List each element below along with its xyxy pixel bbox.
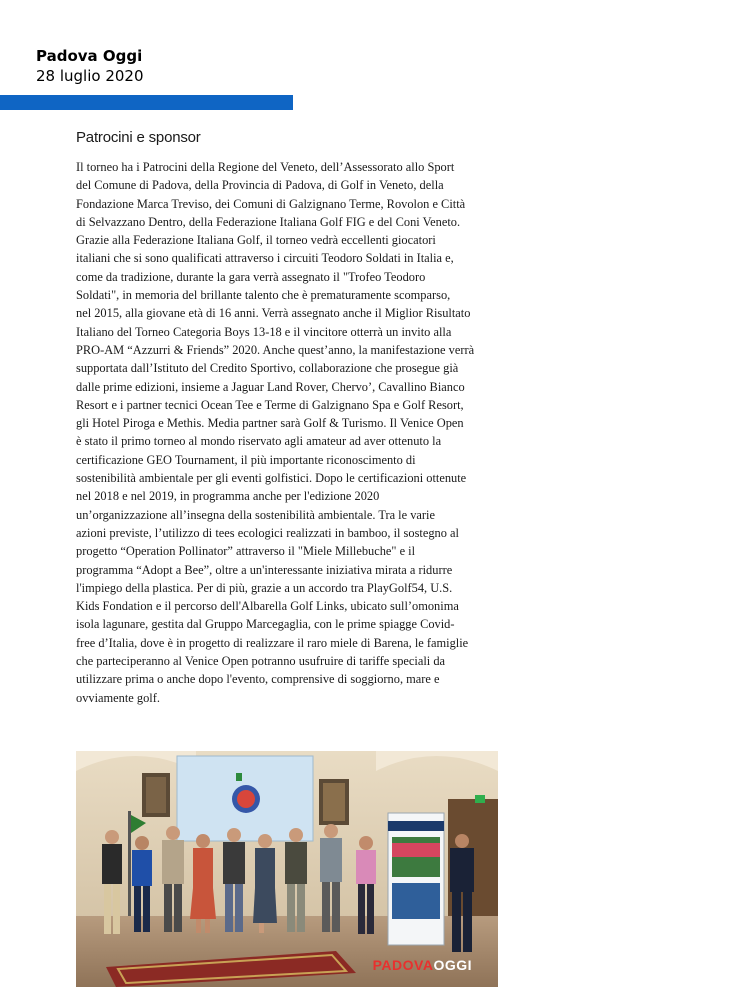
article-line: Soldati", in memoria del brillante talento che è prematuramente scomparso, <box>76 288 451 303</box>
document-header <box>36 46 144 86</box>
article-line: come da tradizione, durante la gara verrà assegnato il "Trofeo Teodoro <box>76 269 426 284</box>
article-body <box>76 158 506 707</box>
article-line: di Selvazzano Dentro, della Federazione Italiana Golf FIG e del Coni Veneto. <box>76 214 461 229</box>
publication-date: 28 luglio 2020 <box>36 67 144 85</box>
article-line: Italiano del Torneo Categoria Boys 13-18 e il vincitore otterrà un invito alla <box>76 324 452 339</box>
source-name: Padova Oggi <box>36 47 143 65</box>
article-line: azioni previste, l’utilizzo di tees ecologici realizzati in bamboo, il sostegno al <box>76 525 459 540</box>
article-line: utilizzare prima o anche dopo l'evento, comprensive di soggiorno, mare e <box>76 672 440 687</box>
article-line: ovviamente golf. <box>76 690 160 705</box>
watermark-padova: PADOVA <box>372 957 434 973</box>
article-line: nel 2018 e nel 2019, in programma anche per l'edizione 2020 <box>76 489 380 504</box>
article-line: gli Hotel Piroga e Methis. Media partner sarà Golf & Turismo. Il Venice Open <box>76 416 464 431</box>
article-line: Grazie alla Federazione Italiana Golf, il torneo vedrà eccellenti giocatori <box>76 233 436 248</box>
article-line: progetto “Operation Pollinator” attraverso il "Miele Millebuche" e il <box>76 544 416 559</box>
event-photo-illustration <box>76 751 498 987</box>
article-line: Kids Fondation e il percorso dell'Albarella Golf Links, ubicato sull’omonima <box>76 599 459 614</box>
article-line: isola lagunare, gestita dal Gruppo Marcegaglia, con le prime spiagge Covid- <box>76 617 455 632</box>
article-line: sostenibilità ambientale per gli eventi golfistici. Dopo le certificazioni ottenute <box>76 471 467 486</box>
accent-bar <box>0 95 293 110</box>
article-line: Resort e i partner tecnici Ocean Tee e Terme di Galzignano Spa e Golf Resort, <box>76 397 464 412</box>
article-line: nel 2015, alla giovane età di 16 anni. Verrà assegnato anche il Miglior Risultato <box>76 306 471 321</box>
article-line: Il torneo ha i Patrocini della Regione del Veneto, dell’Assessorato allo Sport <box>76 160 455 174</box>
article-line: Fondazione Marca Treviso, dei Comuni di Galzignano Terme, Rovolon e Città <box>76 196 466 211</box>
article-line: è stato il primo torneo al mondo riservato agli amateur ad aver ottenuto la <box>76 434 442 449</box>
article-line: un’organizzazione all’insegna della sostenibilità ambientale. Tra le varie <box>76 507 435 522</box>
watermark-oggi: OGGI <box>433 957 472 973</box>
article-line: programma “Adopt a Bee”, oltre a un'interessante iniziativa mirata a ridurre <box>76 562 453 577</box>
event-photo <box>76 751 498 987</box>
section-title: Patrocini e sponsor <box>76 129 201 146</box>
article-line: dalle prime edizioni, insieme a Jaguar Land Rover, Chervo’, Cavallino Bianco <box>76 379 465 394</box>
article-line: l'impiego della plastica. Per di più, grazie a un accordo tra PlayGolf54, U.S. <box>76 580 453 595</box>
article-line: free d’Italia, dove è in progetto di realizzare il raro miele di Barena, le famiglie <box>76 635 469 650</box>
article-line: certificazione GEO Tournament, il più importante riconoscimento di <box>76 452 416 467</box>
article-line: supportata dall’Istituto del Credito Sportivo, collaborazione che prosegue già <box>76 361 459 376</box>
article-line: del Comune di Padova, della Provincia di Padova, di Golf in Veneto, della <box>76 178 444 193</box>
article-line: italiani che si sono qualificati attraverso i circuiti Teodoro Soldati in Italia e, <box>76 251 454 266</box>
photo-watermark <box>373 957 472 973</box>
article-line: PRO-AM “Azzurri & Friends” 2020. Anche quest’anno, la manifestazione verrà <box>76 342 475 357</box>
article-line: che parteciperanno al Venice Open potranno usufruire di tariffe speciali da <box>76 654 446 669</box>
